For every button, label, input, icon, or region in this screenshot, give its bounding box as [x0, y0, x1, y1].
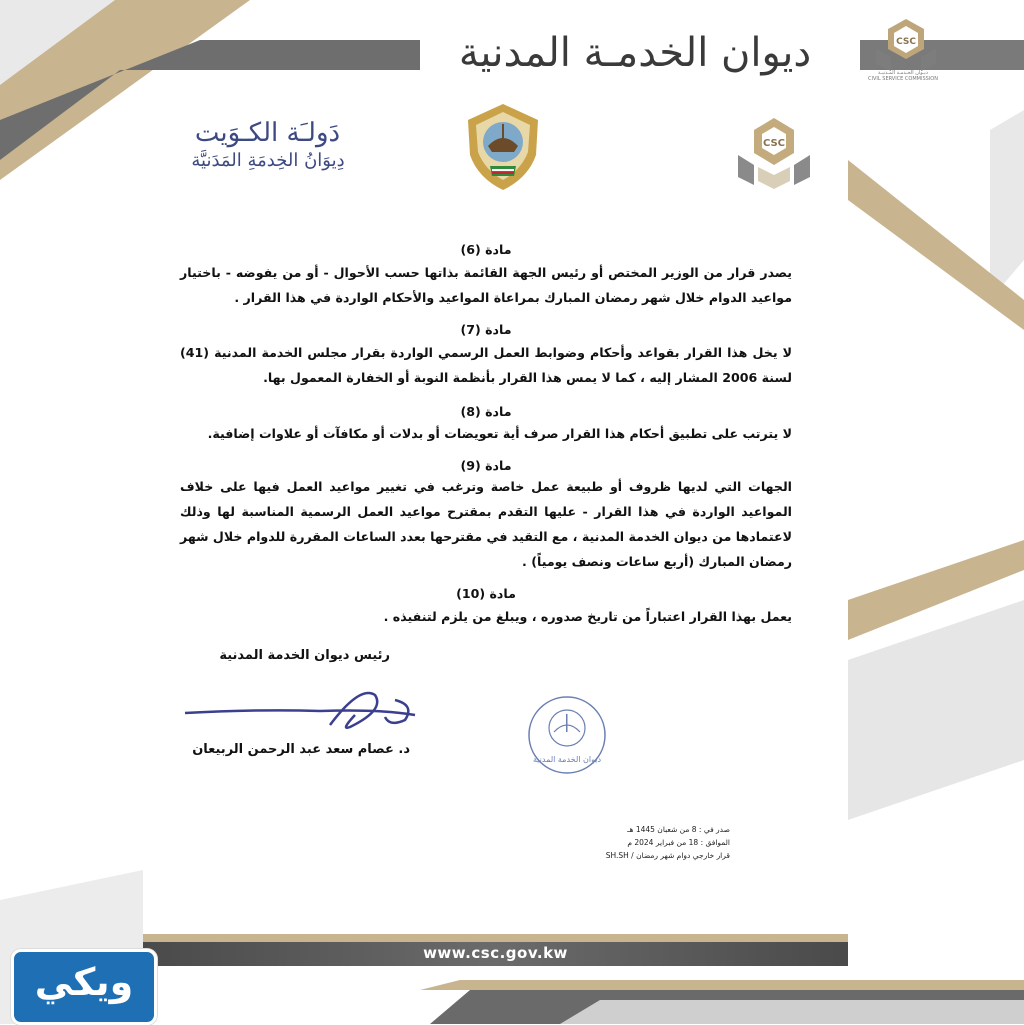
signatory-name: د. عصام سعد عبد الرحمن الربيعان	[192, 742, 410, 757]
footer-gold-strip	[143, 934, 848, 942]
article-text: يعمل بهذا القرار اعتباراً من تاريخ صدوره ، ويبلغ من يلزم لتنفيذه .	[383, 609, 792, 624]
csc-logo-icon	[866, 14, 946, 74]
website-url[interactable]: www.csc.gov.kw	[423, 944, 568, 962]
article-text: يصدر قرار من الوزير المختص أو رئيس الجهة القائمة بذاتها حسب الأحوال - أو من يفوضه - باختيار مواعيد الدوام خلال شهر رمضان المبارك بمراعاة المواعيد والأحكام الواردة في هذا القرار .	[180, 265, 792, 305]
logo-caption-arabic: ديـوان الخـدمـة المـدنيـة	[878, 70, 928, 76]
wiki-logo-text: ويكي	[34, 960, 134, 1004]
article-text: لا يترتب على تطبيق أحكام هذا القرار صرف أية تعويضات أو بدلات أو مكافآت أو علاوات إضافية.	[207, 426, 792, 441]
banner-title: ديوان الخدمـة المدنية	[458, 30, 812, 76]
state-name-calligraphy: دَولـَة الكـوَيت	[194, 118, 341, 148]
official-stamp	[522, 690, 612, 780]
stamp-text: ديوان الخدمة المدنية	[532, 755, 602, 764]
article-heading: مادة (9)	[460, 458, 512, 473]
article-text: الجهات التي لديها ظروف أو طبيعة عمل خاصة وترغب في تغيير مواعيد العمل فيها على خلاف المواعيد الواردة في هذا القرار - عليها التقدم بمقترح مواعيد العمل الرسمية المناسبة لها وذلك لاعتمادها من ديوان الخدمة المدنية ، مع التقيد في مقترحها بعدد الساعات المقررة للدوام خلال شهر رمضان المبارك (أربع ساعات ونصف يومياً) .	[179, 479, 792, 569]
signatory-title: رئيس ديوان الخدمة المدنية	[219, 648, 390, 663]
issued-date: صدر في : 8 من شعبان 1445 هـ	[627, 825, 730, 834]
csc-logo-text: CSC	[896, 37, 916, 47]
article-heading: مادة (7)	[460, 322, 512, 337]
article-heading: مادة (10)	[456, 586, 516, 601]
logo-caption-english: CIVIL SERVICE COMMISSION	[868, 76, 938, 82]
kuwait-emblem-icon	[458, 100, 548, 195]
article-heading: مادة (6)	[460, 242, 512, 257]
commission-name-calligraphy: دِيوَانُ الخِدمَةِ المَدَنيَّة	[191, 150, 345, 171]
wiki-logo	[11, 949, 157, 1025]
csc-letterhead-logo-icon	[732, 115, 817, 190]
reference-subject: قرار خارجي دوام شهر رمضان / SH.SH	[605, 851, 730, 860]
article-text: لا يخل هذا القرار بقواعد وأحكام وضوابط العمل الرسمي الواردة بقرار مجلس الخدمة المدنية (41) لسنة 2006 المشار إليه ، كما لا يمس هذا القرار بأنظمة النوبة أو الخفارة المعمول بها.	[180, 345, 792, 385]
article-heading: مادة (8)	[460, 404, 512, 419]
corresponding-date: الموافق : 18 من فبراير 2024 م	[627, 838, 730, 847]
csc-letterhead-logo-text: CSC	[762, 138, 786, 149]
banner-logo-caption	[848, 70, 958, 82]
handwritten-signature	[180, 665, 420, 745]
